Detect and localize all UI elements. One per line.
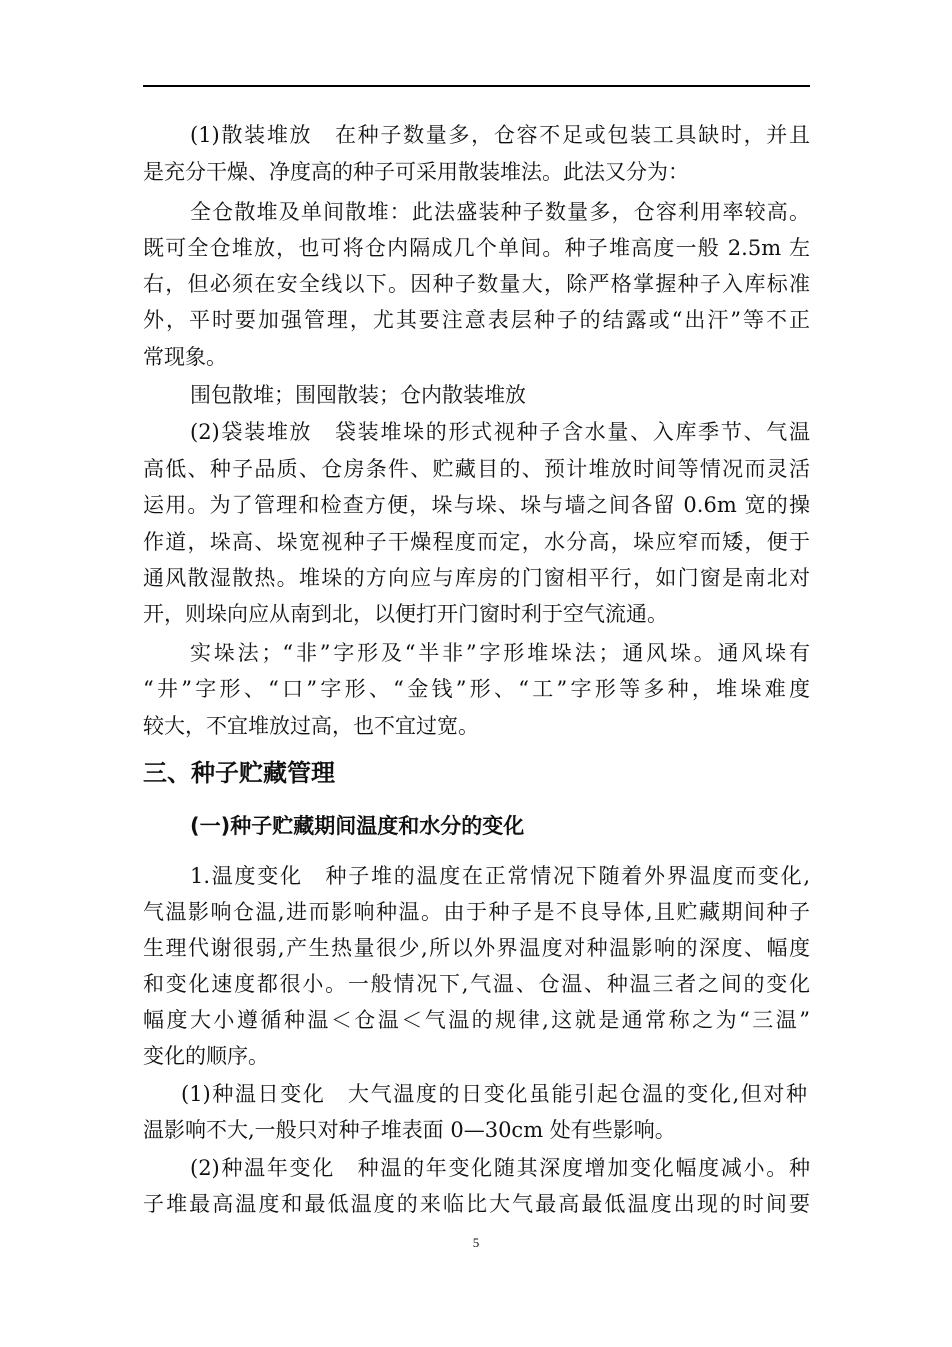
body-line: (1)散装堆放 在种子数量多，仓容不足或包装工具缺时，并且 (190, 123, 810, 147)
page-number: 5 (472, 1235, 480, 1250)
body-line: 气温影响仓温,进而影响种温。由于种子是不良导体,且贮藏期间种子 (143, 900, 810, 924)
subsection-heading: (一)种子贮藏期间温度和水分的变化 (190, 814, 525, 838)
body-line: (2)种温年变化 种温的年变化随其深度增加变化幅度减小。种 (190, 1156, 810, 1180)
body-line: 实垛法；“非”字形及“半非”字形堆垛法；通风垛。通风垛有 (190, 641, 810, 665)
section-heading: 三、种子贮藏管理 (143, 759, 335, 787)
body-line: 子堆最高温度和最低温度的来临比大气最高最低温度出现的时间要 (143, 1192, 810, 1216)
body-line: 1.温度变化 种子堆的温度在正常情况下随着外界温度而变化, (190, 864, 810, 888)
body-line: 幅度大小遵循种温＜仓温＜气温的规律,这就是通常称之为“三温” (143, 1008, 810, 1032)
body-line: 高低、种子品质、仓房条件、贮藏目的、预计堆放时间等情况而灵活 (143, 457, 810, 481)
body-line: 通风散湿散热。堆垛的方向应与库房的门窗相平行，如门窗是南北对 (143, 566, 810, 590)
body-line: 常现象。 (143, 345, 227, 369)
body-line: 较大，不宜堆放过高，也不宜过宽。 (143, 714, 479, 738)
body-line: (2)袋装堆放 袋装堆垛的形式视种子含水量、入库季节、气温 (190, 420, 810, 444)
body-line: 生理代谢很弱,产生热量很少,所以外界温度对种温影响的深度、幅度 (143, 936, 810, 960)
body-line: 变化的顺序。 (143, 1044, 269, 1068)
body-line: 和变化速度都很小。一般情况下,气温、仓温、种温三者之间的变化 (143, 972, 810, 996)
body-line: 围包散堆；围囤散装；仓内散装堆放 (190, 383, 526, 407)
body-line: (1)种温日变化 大气温度的日变化虽能引起仓温的变化,但对种 (181, 1082, 807, 1106)
body-line: 温影响不大,一般只对种子堆表面 0—30cm 处有些影响。 (143, 1118, 676, 1142)
body-line: 开，则垛向应从南到北，以便打开门窗时利于空气流通。 (143, 602, 668, 626)
body-line: “井”字形、“口”字形、“金钱”形、“工”字形等多种，堆垛难度 (143, 677, 810, 701)
body-line: 作道，垛高、垛宽视种子干燥程度而定，水分高，垛应窄而矮，便于 (143, 530, 810, 554)
body-line: 运用。为了管理和检查方便，垛与垛、垛与墙之间各留 0.6m 宽的操 (143, 493, 810, 517)
body-line: 全仓散堆及单间散堆：此法盛装种子数量多，仓容利用率较高。 (190, 200, 810, 224)
header-rule (143, 85, 810, 87)
body-line: 既可全仓堆放，也可将仓内隔成几个单间。种子堆高度一般 2.5m 左 (143, 236, 810, 260)
body-line: 是充分干燥、净度高的种子可采用散装堆法。此法又分为： (143, 160, 689, 184)
body-line: 外，平时要加强管理，尤其要注意表层种子的结露或“出汗”等不正 (143, 308, 810, 332)
body-line: 右，但必须在安全线以下。因种子数量大，除严格掌握种子入库标准 (143, 272, 810, 296)
